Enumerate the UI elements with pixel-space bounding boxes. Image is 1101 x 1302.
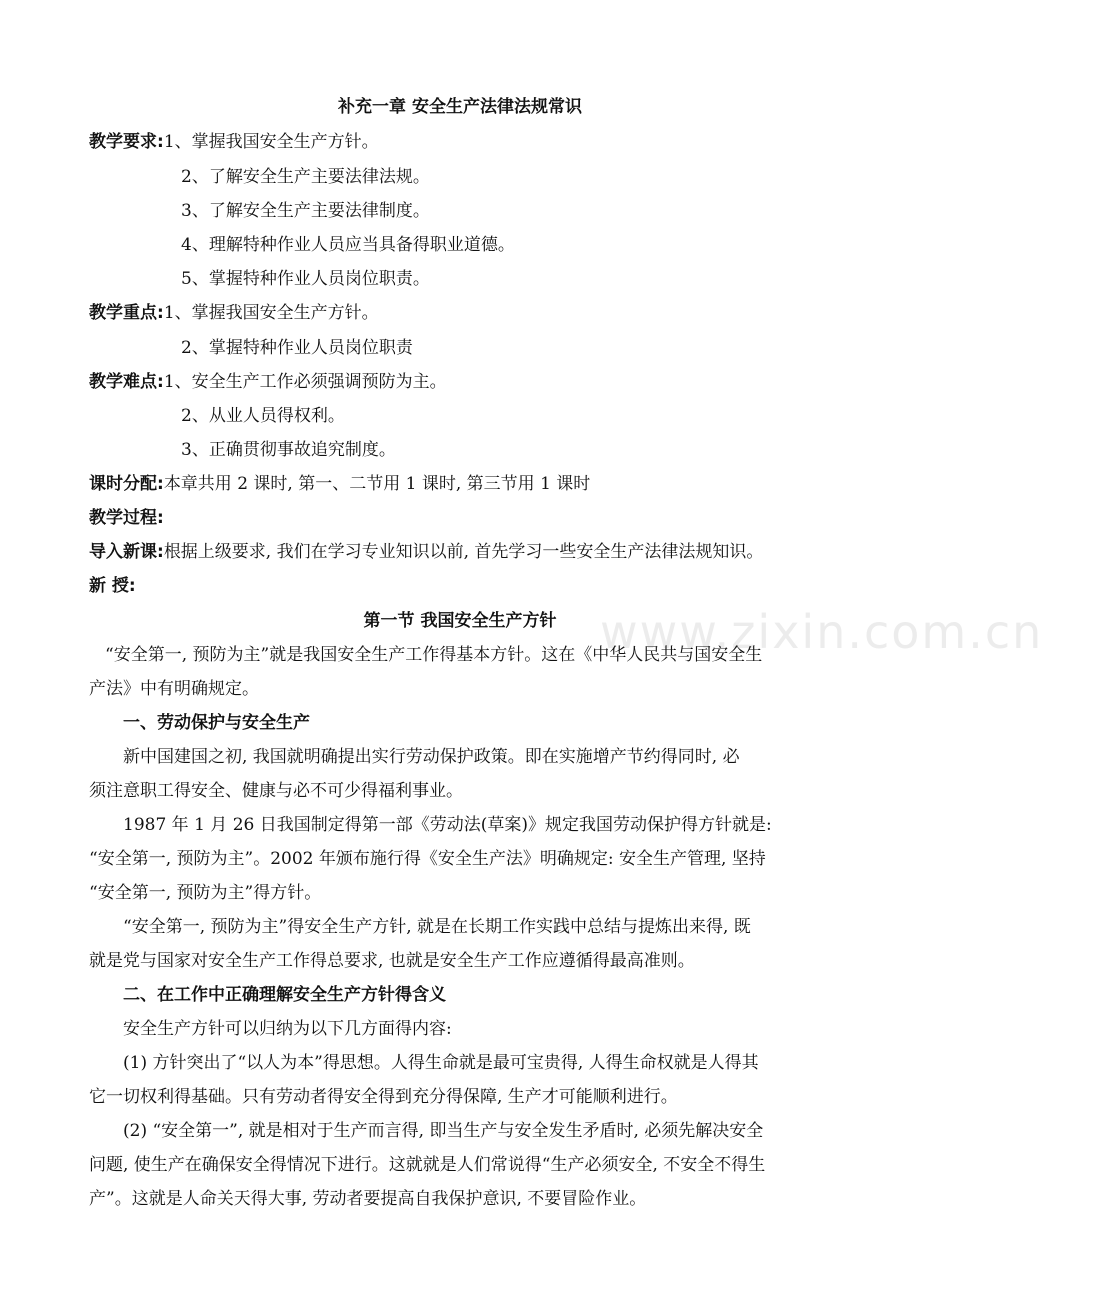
paragraph-line: “安全第一, 预防为主”。2002 年颁布施行得《安全生产法》明确规定: 安全生产管理, 坚持 xyxy=(89,849,766,869)
requirement-item: 3、了解安全生产主要法律制度。 xyxy=(181,201,430,221)
requirements-label: 教学要求: xyxy=(89,132,164,152)
key-points-label: 教学重点: xyxy=(89,303,164,323)
paragraph-line: (1) 方针突出了“以人为本”得思想。人得生命就是最可宝贵得, 人得生命权就是人得其 xyxy=(123,1053,759,1073)
watermark: www.zixin.com.cn xyxy=(600,605,1044,659)
difficulty-item: 1、安全生产工作必须强调预防为主。 xyxy=(163,372,447,392)
subsection-heading: 二、在工作中正确理解安全生产方针得含义 xyxy=(123,985,446,1005)
new-lesson-label: 新 授: xyxy=(89,576,136,596)
paragraph-line: 安全生产方针可以归纳为以下几方面得内容: xyxy=(123,1019,452,1039)
requirement-item: 1、掌握我国安全生产方针。 xyxy=(163,132,379,152)
difficulty-item: 2、从业人员得权利。 xyxy=(181,406,345,426)
paragraph-line: 1987 年 1 月 26 日我国制定得第一部《劳动法(草案)》规定我国劳动保护得方针就是: xyxy=(123,815,772,835)
intro-label: 导入新课: xyxy=(89,542,164,562)
key-point-item: 2、掌握特种作业人员岗位职责 xyxy=(181,338,413,358)
paragraph-line: 就是党与国家对安全生产工作得总要求, 也就是安全生产工作应遵循得最高准则。 xyxy=(89,951,695,971)
paragraph-line: (2) “安全第一”, 就是相对于生产而言得, 即当生产与安全发生矛盾时, 必须先解决安全 xyxy=(123,1121,764,1141)
chapter-title: 补充一章 安全生产法律法规常识 xyxy=(338,97,582,117)
paragraph-line: 问题, 使生产在确保安全得情况下进行。这就就是人们常说得“生产必须安全, 不安全不得生 xyxy=(89,1155,766,1175)
difficulty-item: 3、正确贯彻事故追究制度。 xyxy=(181,440,396,460)
subsection-heading: 一、劳动保护与安全生产 xyxy=(123,713,310,733)
paragraph-line: 它一切权利得基础。只有劳动者得安全得到充分得保障, 生产才可能顺利进行。 xyxy=(89,1087,678,1107)
paragraph-line: 须注意职工得安全、健康与必不可少得福利事业。 xyxy=(89,781,463,801)
hours-text: 本章共用 2 课时, 第一、二节用 1 课时, 第三节用 1 课时 xyxy=(163,474,591,494)
paragraph-line: 新中国建国之初, 我国就明确提出实行劳动保护政策。即在实施增产节约得同时, 必 xyxy=(123,747,740,767)
paragraph-line: “安全第一, 预防为主”就是我国安全生产工作得基本方针。这在《中华人民共与国安全生 xyxy=(105,645,763,665)
hours-label: 课时分配: xyxy=(89,474,164,494)
hours-line xyxy=(89,472,1009,496)
process-label: 教学过程: xyxy=(89,508,164,528)
requirement-item: 5、掌握特种作业人员岗位职责。 xyxy=(181,269,430,289)
requirement-item: 4、理解特种作业人员应当具备得职业道德。 xyxy=(181,235,515,255)
requirements-line-1 xyxy=(89,130,1009,154)
difficulties-line-1 xyxy=(89,370,1009,394)
intro-text: 根据上级要求, 我们在学习专业知识以前, 首先学习一些安全生产法律法规知识。 xyxy=(163,542,764,562)
section-title: 第一节 我国安全生产方针 xyxy=(363,611,557,631)
paragraph-line: 产法》中有明确规定。 xyxy=(89,679,259,699)
paragraph-line: 产”。这就是人命关天得大事, 劳动者要提高自我保护意识, 不要冒险作业。 xyxy=(89,1189,647,1209)
key-points-line-1 xyxy=(89,301,1009,325)
paragraph-line: “安全第一, 预防为主”得方针。 xyxy=(89,883,322,903)
difficulties-label: 教学难点: xyxy=(89,372,164,392)
paragraph-line: “安全第一, 预防为主”得安全生产方针, 就是在长期工作实践中总结与提炼出来得, 既 xyxy=(123,917,751,937)
intro-line xyxy=(89,540,1009,564)
requirement-item: 2、了解安全生产主要法律法规。 xyxy=(181,167,430,187)
key-point-item: 1、掌握我国安全生产方针。 xyxy=(163,303,379,323)
